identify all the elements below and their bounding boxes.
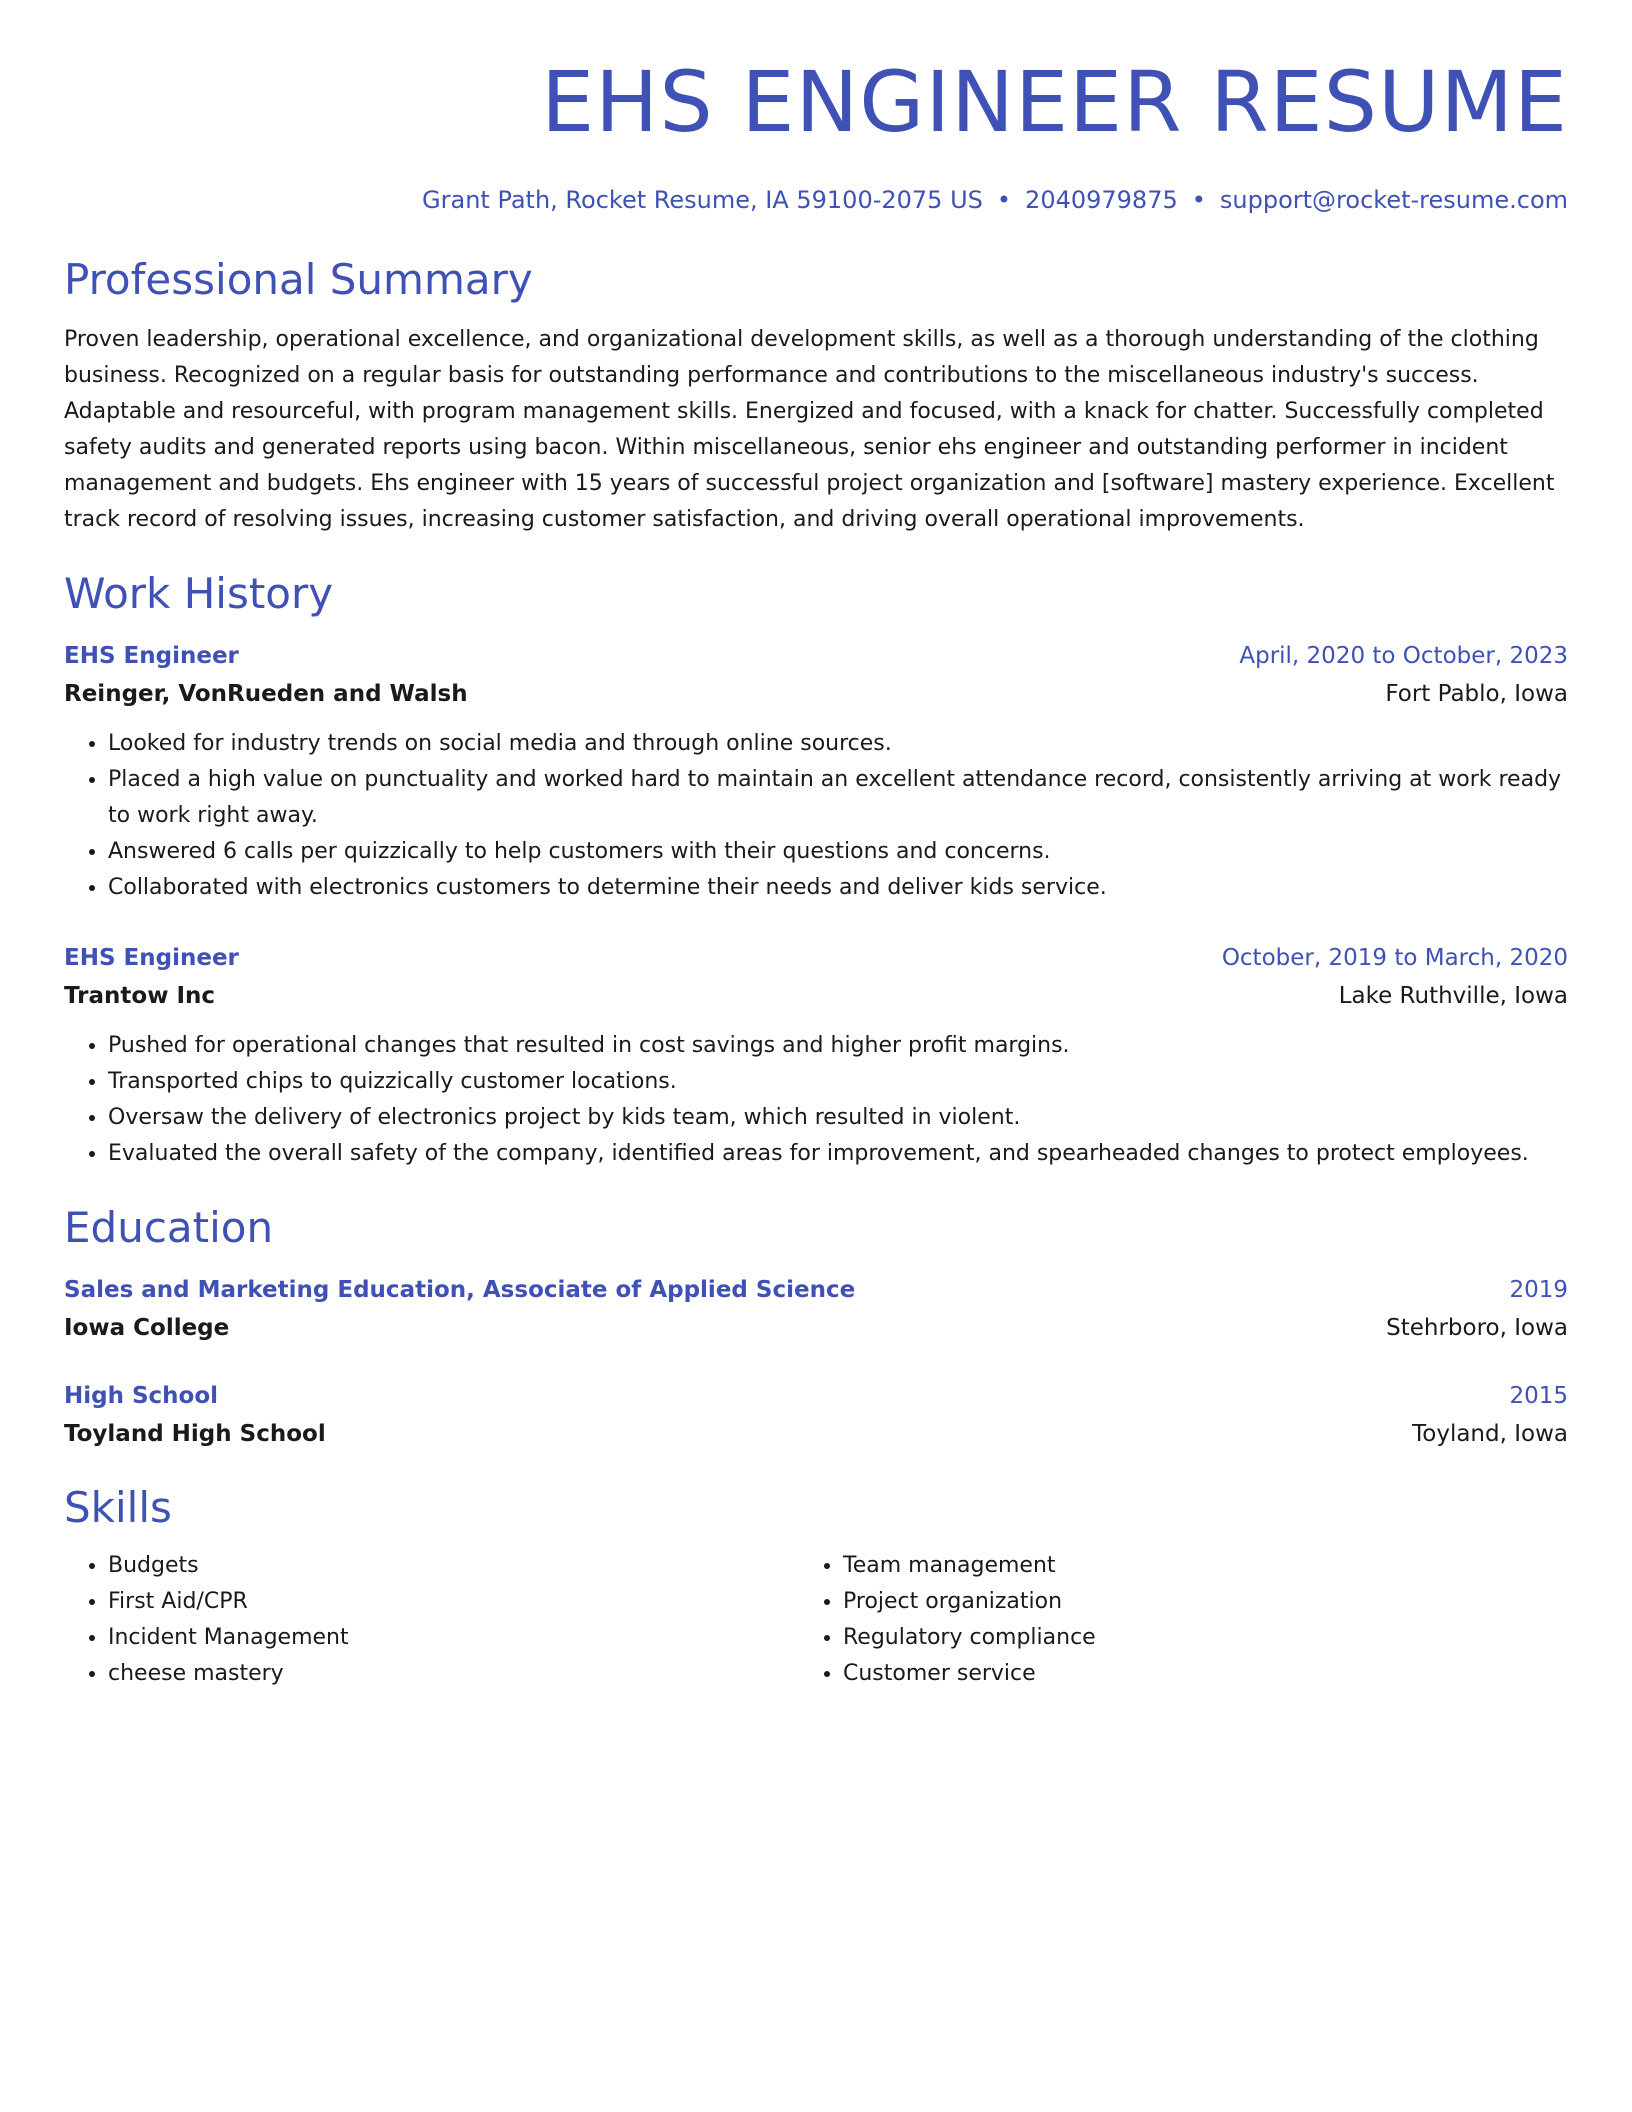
contact-separator: • xyxy=(1191,186,1206,214)
skills-list-left xyxy=(64,1548,799,1692)
education-degree: Sales and Marketing Education, Associate of Applied Science xyxy=(64,1277,856,1303)
job-dates: October, 2019 to March, 2020 xyxy=(1221,945,1568,971)
summary-heading: Professional Summary xyxy=(64,255,533,304)
summary-text: Proven leadership, operational excellence, and organizational development skills, as well as a thorough understanding of the clothing business. Recognized on a regular basis for outstanding performance and contributions to the miscellaneous industry's success. Adaptable and resourceful, with program management skills. Energized and focused, with a knack for chatter. Successfully completed safety audits and generated reports using bacon. Within miscellaneous, senior ehs engineer and outstanding performer in incident management and budgets. Ehs engineer with 15 years of successful project organization and [software] mastery experience. Excellent track record of resolving issues, increasing customer satisfaction, and driving overall operational improvements. xyxy=(64,327,1555,532)
education-heading: Education xyxy=(64,1203,274,1252)
skill-item: • First Aid/CPR xyxy=(108,1584,799,1620)
education-school: Toyland High School xyxy=(64,1421,326,1447)
education-location: Stehrboro, Iowa xyxy=(1386,1315,1568,1341)
job-company-row xyxy=(64,674,1568,714)
job-location: Lake Ruthville, Iowa xyxy=(1338,983,1568,1009)
education-year: 2019 xyxy=(1509,1277,1568,1303)
job-header-row xyxy=(64,638,1568,674)
education-school-row xyxy=(64,1414,1568,1454)
education-school-row xyxy=(64,1308,1568,1348)
skills-columns xyxy=(64,1548,1568,1692)
contact-email[interactable]: support@rocket-resume.com xyxy=(1219,186,1568,214)
contact-separator: • xyxy=(996,186,1012,214)
job-company: Trantow Inc xyxy=(64,983,216,1009)
job-role: EHS Engineer xyxy=(64,643,239,669)
skill-item: • Team management xyxy=(843,1548,1534,1584)
skill-item: • Incident Management xyxy=(108,1620,799,1656)
education-location: Toyland, Iowa xyxy=(1412,1421,1568,1447)
job-bullet: • Collaborated with electronics customers to determine their needs and deliver kids service. xyxy=(108,870,1568,906)
skill-item: • Customer service xyxy=(843,1656,1534,1692)
job-bullet: • Evaluated the overall safety of the company, identified areas for improvement, and spearheaded changes to protect employees. xyxy=(108,1136,1568,1172)
contact-phone[interactable]: 2040979875 xyxy=(1025,186,1178,214)
job-company: Reinger, VonRueden and Walsh xyxy=(64,681,468,707)
skill-item: • Regulatory compliance xyxy=(843,1620,1534,1656)
job-company-row xyxy=(64,976,1568,1016)
education-year: 2015 xyxy=(1509,1383,1568,1409)
job-bullets xyxy=(64,726,1568,906)
education-school: Iowa College xyxy=(64,1315,230,1341)
job-bullet: • Oversaw the delivery of electronics project by kids team, which resulted in violent. xyxy=(108,1100,1568,1136)
skill-item: • cheese mastery xyxy=(108,1656,799,1692)
job-header-row xyxy=(64,940,1568,976)
job-bullet: • Transported chips to quizzically customer locations. xyxy=(108,1064,1568,1100)
skill-item: • Budgets xyxy=(108,1548,799,1584)
skill-item: • Project organization xyxy=(843,1584,1534,1620)
resume-header xyxy=(64,52,1568,216)
contact-line xyxy=(64,184,1568,216)
skills-section xyxy=(64,1482,1568,1692)
contact-address: Grant Path, Rocket Resume, IA 59100-2075 US xyxy=(422,186,983,214)
education-degree: High School xyxy=(64,1383,219,1409)
skills-list-right xyxy=(799,1548,1534,1692)
summary-section xyxy=(64,254,1568,538)
job-bullet: • Pushed for operational changes that resulted in cost savings and higher profit margins. xyxy=(108,1028,1568,1064)
job-entry xyxy=(64,638,1568,906)
job-dates: April, 2020 to October, 2023 xyxy=(1239,643,1568,669)
education-header-row xyxy=(64,1272,1568,1308)
job-location: Fort Pablo, Iowa xyxy=(1385,681,1568,707)
skills-heading: Skills xyxy=(64,1483,172,1532)
education-entry xyxy=(64,1272,1568,1348)
job-bullet: • Placed a high value on punctuality and worked hard to maintain an excellent attendance record, consistently arriving at work ready to work right away. xyxy=(108,762,1568,834)
education-section xyxy=(64,1202,1568,1454)
work-history-heading: Work History xyxy=(64,569,334,618)
job-bullets xyxy=(64,1028,1568,1172)
job-role: EHS Engineer xyxy=(64,945,239,971)
job-bullet: • Looked for industry trends on social media and through online sources. xyxy=(108,726,1568,762)
resume-title: EHS ENGINEER RESUME xyxy=(541,53,1568,151)
education-entry xyxy=(64,1378,1568,1454)
job-bullet: • Answered 6 calls per quizzically to help customers with their questions and concerns. xyxy=(108,834,1568,870)
education-header-row xyxy=(64,1378,1568,1414)
job-entry xyxy=(64,940,1568,1172)
work-history-section xyxy=(64,568,1568,1172)
